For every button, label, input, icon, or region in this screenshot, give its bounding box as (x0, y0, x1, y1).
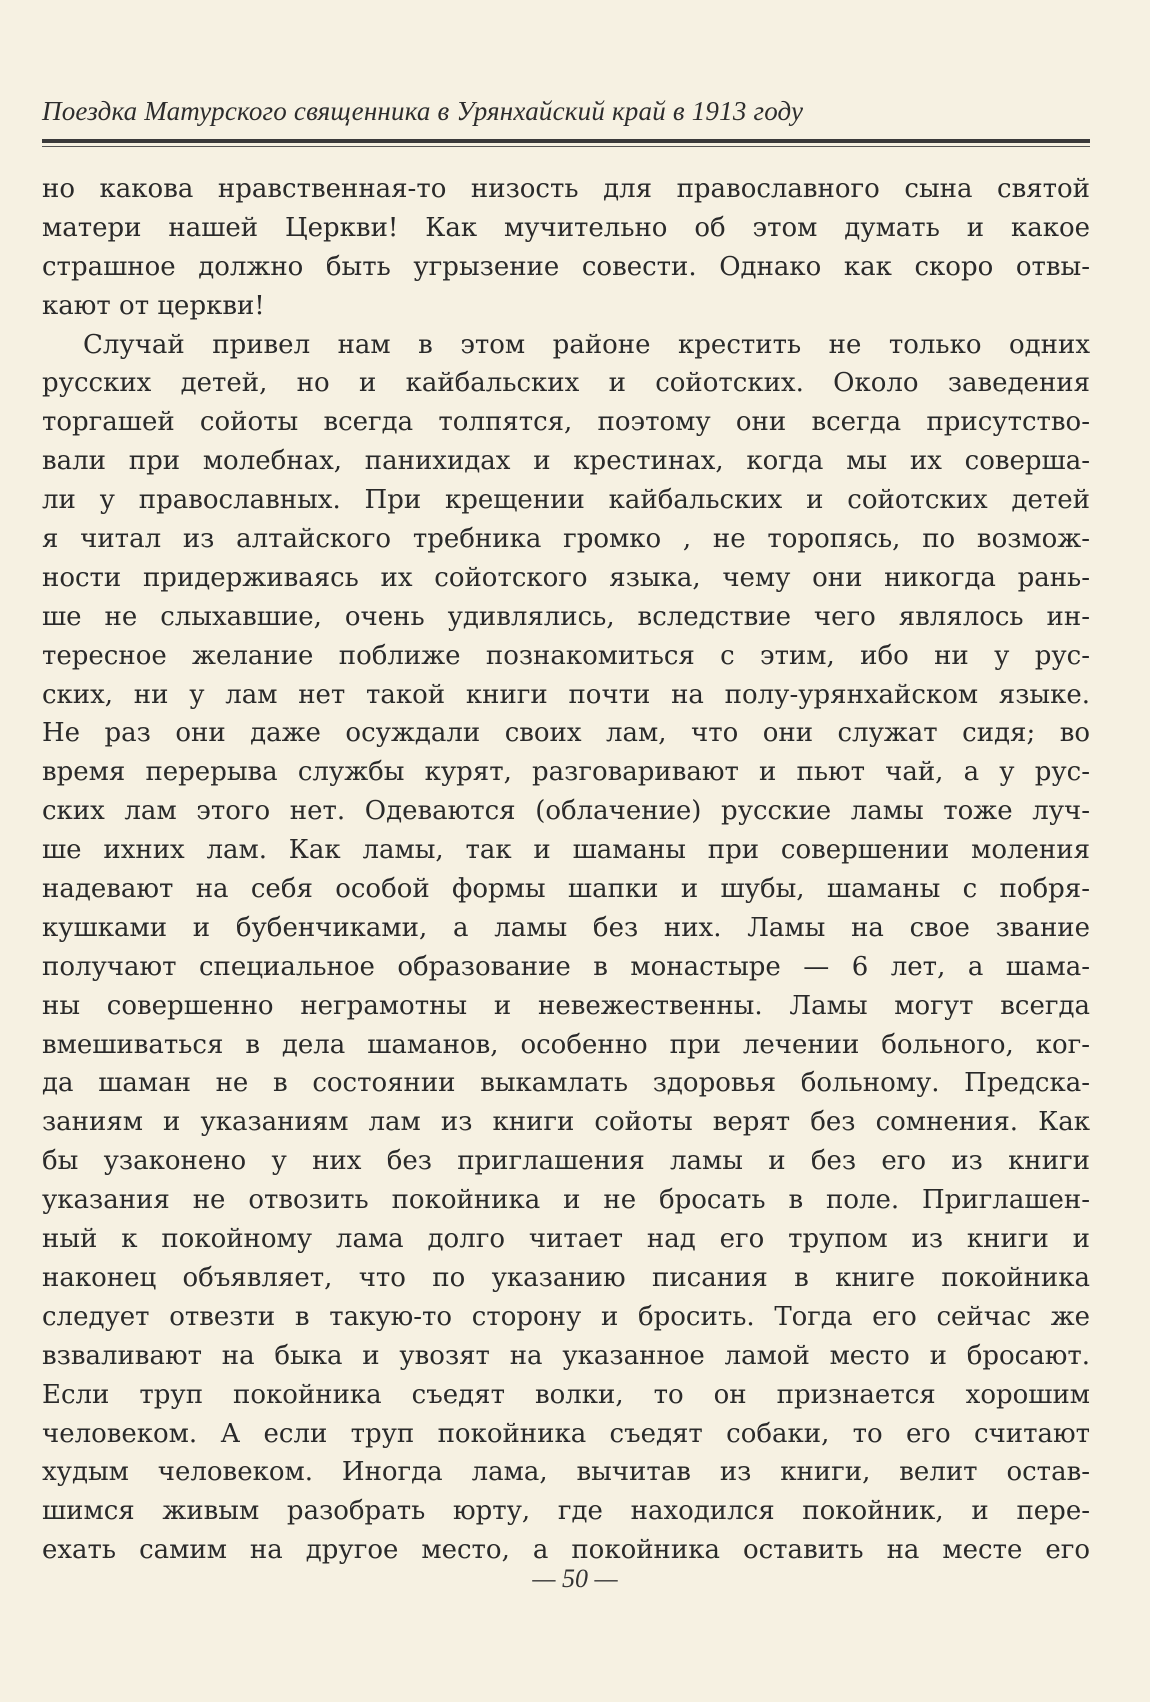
text-line: тересное желание поближе познакомиться с этим, ибо ни у рус- (42, 640, 1090, 671)
text-line: Если труп покойника съедят волки, то он признается хорошим (42, 1379, 1090, 1410)
page-number: — 50 — (532, 1564, 618, 1593)
text-line: страшное должно быть угрызение совести. Однако как скоро отвы- (42, 251, 1090, 282)
text-line: ны совершенно неграмотны и невежественны. Ламы могут всегда (42, 990, 1090, 1021)
text-line: Случай привел нам в этом районе крестить не только одних (83, 329, 1090, 360)
text-line: бы узаконено у них без приглашения ламы и без его из книги (42, 1146, 1090, 1177)
text-line: кают от церкви! (42, 290, 265, 321)
text-line: ше ихних лам. Как ламы, так и шаманы при совершении моления (42, 835, 1090, 866)
text-line: получают специальное образование в монастыре — 6 лет, а шама- (42, 951, 1090, 982)
text-line: ности придерживаясь их сойотского языка, чему они никогда рань- (42, 562, 1090, 593)
text-line: наконец объявляет, что по указанию писания в книге покойника (42, 1262, 1090, 1293)
text-line: время перерыва службы курят, разговаривают и пьют чай, а у рус- (42, 757, 1090, 788)
text-line: да шаман не в состоянии выкамлать здоровья больному. Предска- (42, 1068, 1090, 1099)
text-line: ли у православных. При крещении кайбальских и сойотских детей (42, 485, 1090, 516)
text-line: торгашей сойоты всегда толпятся, поэтому они всегда присутство- (42, 407, 1090, 438)
text-line: надевают на себя особой формы шапки и шубы, шаманы с побря- (42, 874, 1090, 905)
text-line: я читал из алтайского требника громко , не торопясь, по возмож- (42, 524, 1090, 555)
running-head: Поездка Матурского священника в Урянхайский край в 1913 году (42, 96, 804, 126)
text-line: ехать самим на другое место, а покойника оставить на месте его (42, 1535, 1090, 1566)
header-rule-thin (42, 146, 1090, 147)
text-line: следует отвезти в такую-то сторону и бросить. Тогда его сейчас же (42, 1301, 1090, 1332)
text-line: ный к покойному лама долго читает над его трупом из книги и (42, 1224, 1090, 1255)
text-line: ше не слыхавшие, очень удивлялись, вследствие чего являлось ин- (42, 601, 1090, 632)
text-line: Не раз они даже осуждали своих лам, что они служат сидя; во (42, 718, 1090, 749)
text-line: взваливают на быка и увозят на указанное ламой место и бросают. (42, 1340, 1090, 1371)
text-line: русских детей, но и кайбальских и сойотских. Около заведения (42, 368, 1090, 399)
text-line: ских, ни у лам нет такой книги почти на полу-урянхайском языке. (42, 679, 1090, 710)
body-text (42, 170, 1090, 1609)
text-line: вали при молебнах, панихидах и крестинах, когда мы их соверша- (42, 446, 1090, 477)
header-rule-thick (42, 139, 1090, 143)
text-line: вмешиваться в дела шаманов, особенно при лечении больного, ког- (42, 1029, 1090, 1060)
text-line: человеком. А если труп покойника съедят собаки, то его считают (42, 1418, 1090, 1449)
text-line: шимся живым разобрать юрту, где находился покойник, и пере- (42, 1496, 1090, 1527)
text-line: матери нашей Церкви! Как мучительно об этом думать и какое (42, 212, 1090, 243)
text-line: ских лам этого нет. Одеваются (облачение) русские ламы тоже луч- (42, 796, 1090, 827)
text-line: кушками и бубенчиками, а ламы без них. Ламы на свое звание (42, 912, 1090, 943)
text-line: заниям и указаниям лам из книги сойоты верят без сомнения. Как (42, 1107, 1090, 1138)
text-line: худым человеком. Иногда лама, вычитав из книги, велит остав- (42, 1457, 1090, 1488)
text-line: но какова нравственная-то низость для православного сына святой (42, 174, 1090, 204)
text-line: указания не отвозить покойника и не бросать в поле. Приглашен- (42, 1185, 1090, 1216)
